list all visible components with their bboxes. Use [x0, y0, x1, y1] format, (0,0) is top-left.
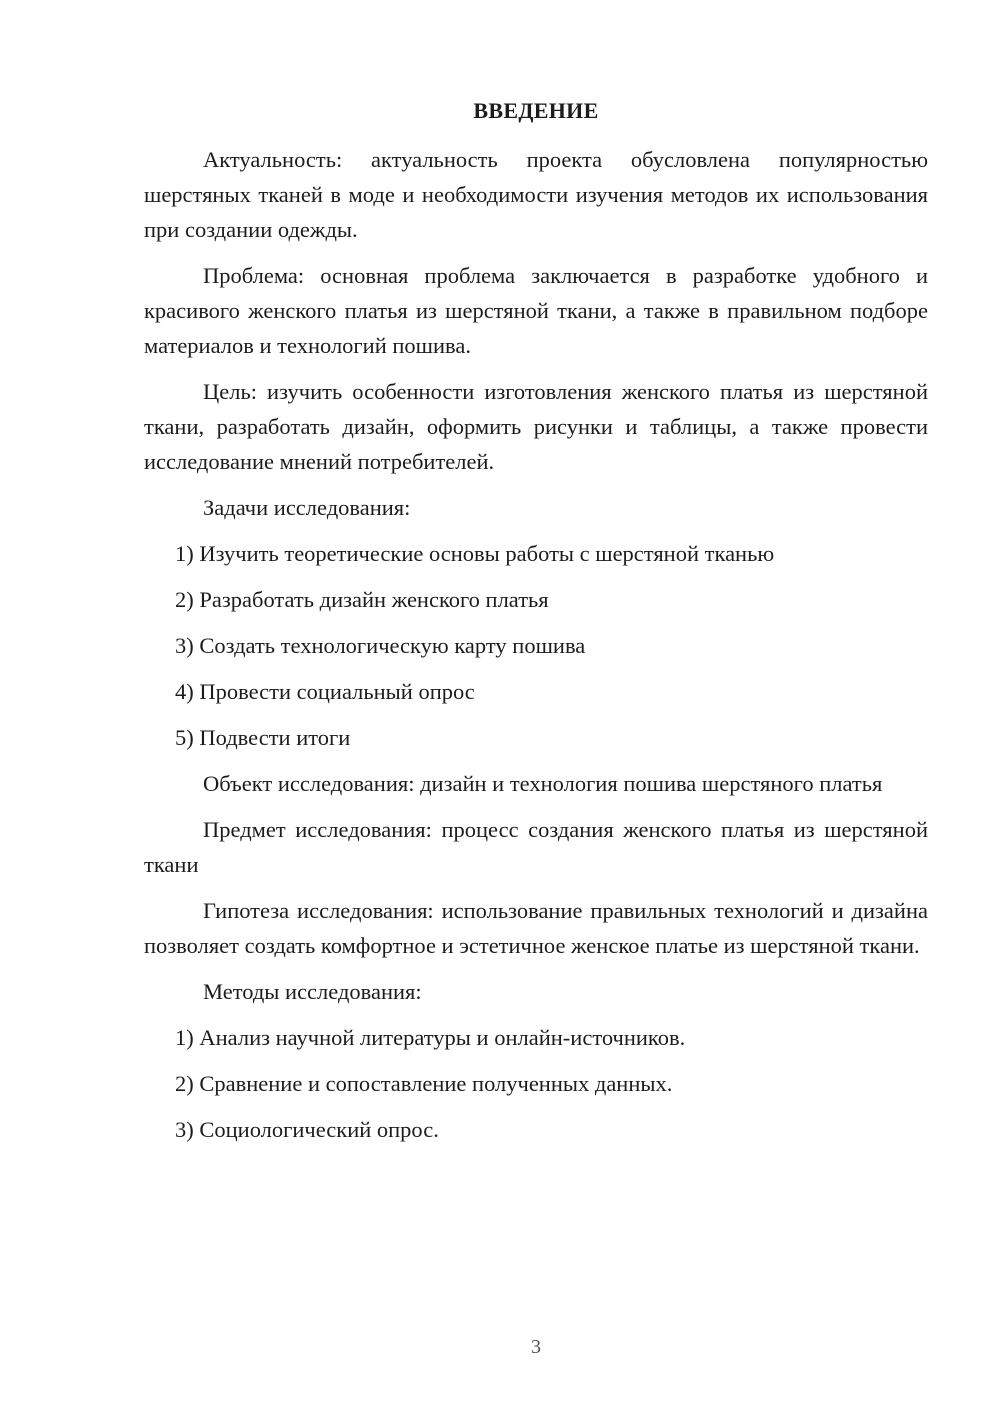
problem-paragraph: Проблема: основная проблема заключается в разработке удобного и красивого женского платья из шерстяной ткани, а также в правильном подборе материалов и технологий пошива.: [144, 263, 928, 358]
tasks-heading: Задачи исследования:: [203, 495, 411, 520]
hypothesis-paragraph: Гипотеза исследования: использование правильных технологий и дизайна позволяет создать комфортное и эстетичное женское платье из шерстяной ткани.: [144, 898, 928, 958]
document-body: [144, 142, 928, 1158]
page-number: 3: [531, 1336, 541, 1358]
list-item: 2) Сравнение и сопоставление полученных данных.: [175, 1071, 673, 1096]
list-item: 2) Разработать дизайн женского платья: [175, 587, 549, 612]
list-item: 1) Анализ научной литературы и онлайн-источников.: [175, 1025, 686, 1050]
section-title: ВВЕДЕНИЕ: [473, 98, 599, 123]
list-item: 4) Провести социальный опрос: [175, 679, 475, 704]
list-item: 1) Изучить теоретические основы работы с шерстяной тканью: [175, 541, 775, 566]
list-item: 3) Создать технологическую карту пошива: [175, 633, 586, 658]
goal-paragraph: Цель: изучить особенности изготовления женского платья из шерстяной ткани, разработать дизайн, оформить рисунки и таблицы, а также провести исследование мнений потребителей.: [144, 379, 928, 474]
list-item: 3) Социологический опрос.: [175, 1117, 439, 1142]
tasks-list: [144, 536, 928, 755]
object-paragraph: Объект исследования: дизайн и технология пошива шерстяного платья: [203, 771, 883, 796]
methods-list: [144, 1020, 928, 1147]
methods-heading: Методы исследования:: [203, 979, 422, 1004]
relevance-paragraph: Актуальность: актуальность проекта обусловлена популярностью шерстяных тканей в моде и необходимости изучения методов их использования при создании одежды.: [144, 147, 928, 242]
list-item: 5) Подвести итоги: [175, 725, 351, 750]
subject-paragraph: Предмет исследования: процесс создания женского платья из шерстяной ткани: [144, 817, 928, 877]
